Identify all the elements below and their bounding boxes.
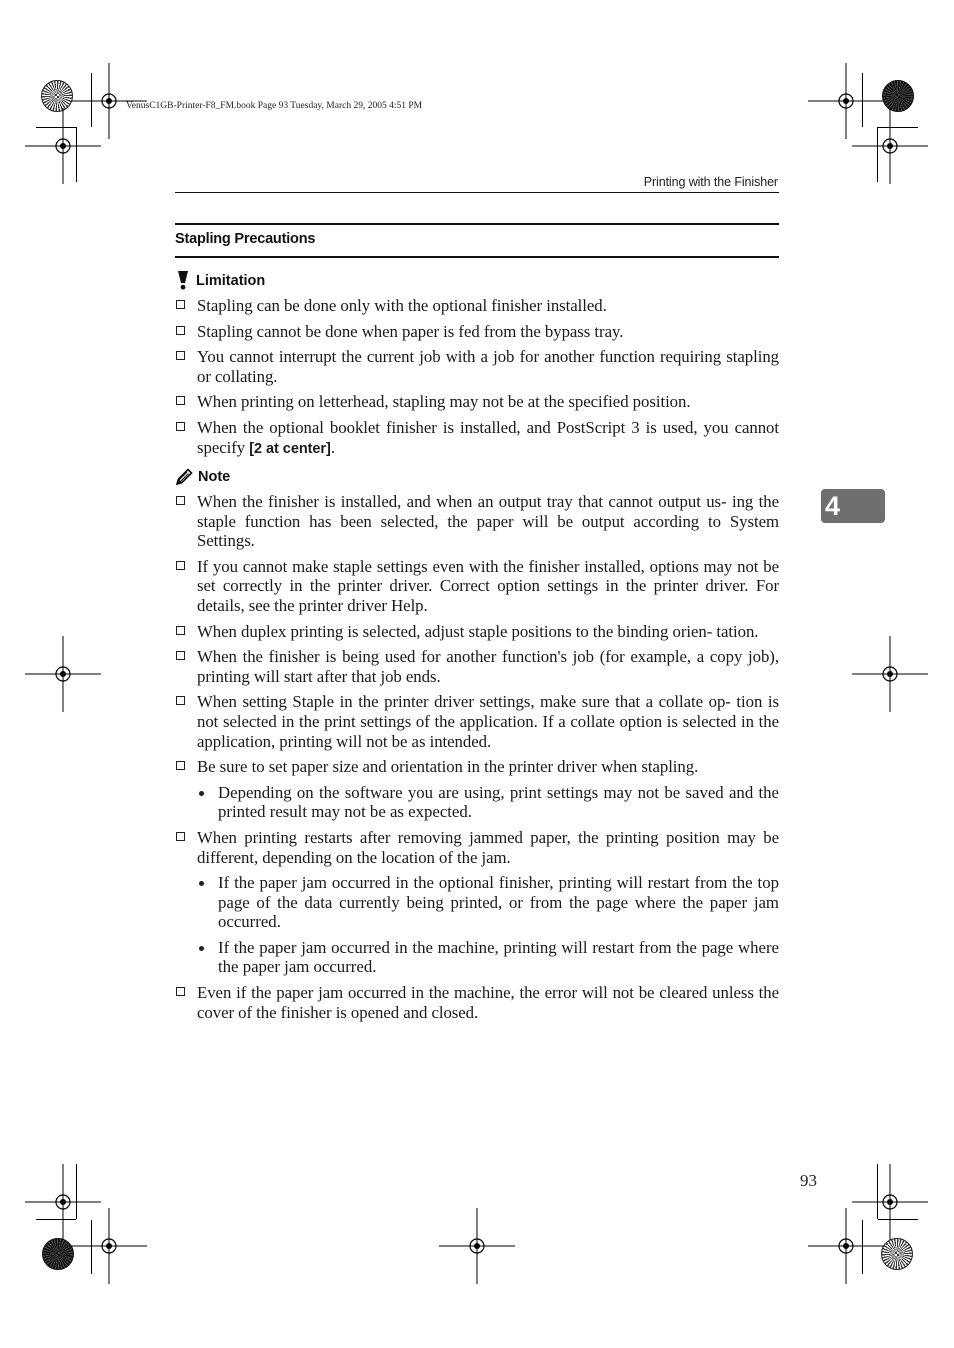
list-item-text: Stapling cannot be done when paper is fed from the bypass tray. (197, 321, 624, 341)
list-item-text: When printing restarts after removing jammed paper, the printing position may be different, depending on the location of the jam. (197, 827, 779, 867)
checkbox-square-icon (176, 396, 185, 405)
list-item (175, 757, 779, 777)
color-rosette-icon (881, 1238, 913, 1270)
registration-target-icon (25, 636, 101, 712)
list-item (175, 692, 779, 751)
list-item-text: Be sure to set paper size and orientation in the printer driver when stapling. (197, 757, 699, 777)
checkbox-square-icon (176, 626, 185, 635)
file-info-slug: VenusC1GB-Printer-F8_FM.book Page 93 Tuesday, March 29, 2005 4:51 PM (126, 101, 423, 111)
sub-bullet-item (175, 873, 779, 932)
checkbox-square-icon (176, 832, 185, 841)
registration-target-icon (808, 1208, 884, 1284)
checkbox-square-icon (176, 351, 185, 360)
note-heading-label: Note (198, 469, 231, 485)
list-item (175, 392, 779, 412)
checkbox-square-icon (176, 761, 185, 770)
registration-target-icon (852, 108, 928, 184)
list-item-text: You cannot interrupt the current job with a job for another function requiring stapling or collating. (197, 347, 779, 386)
sub-bullet-item (175, 938, 779, 977)
note-heading (175, 468, 230, 486)
bullet-dot-icon (199, 946, 204, 951)
list-item (175, 347, 779, 386)
section-top-rule (175, 223, 779, 225)
list-item-text: Stapling can be done only with the optional finisher installed. (197, 296, 607, 315)
list-item (175, 418, 779, 459)
list-item-text: . (330, 437, 335, 457)
list-item (175, 557, 779, 616)
list-item-text: When duplex printing is selected, adjust staple positions to the binding orien- tation. (197, 621, 759, 641)
registration-target-icon (852, 636, 928, 712)
list-item-text: When the finisher is being used for another function's job (for example, a copy job), printing will start after that job ends. (197, 647, 779, 686)
list-item (175, 296, 779, 316)
bullet-dot-icon (199, 881, 204, 886)
sub-bullet-text: If the paper jam occurred in the optional finisher, printing will restart from the top page of the data currently being printed, or from the page where the paper jam occurred. (218, 873, 779, 932)
list-item (175, 492, 779, 551)
registration-target-icon (71, 1208, 147, 1284)
list-item (175, 622, 779, 642)
checkbox-square-icon (176, 561, 185, 570)
checkbox-square-icon (176, 496, 185, 505)
registration-target-icon (439, 1208, 515, 1284)
checkbox-square-icon (176, 300, 185, 309)
page-number: 93 (800, 1171, 817, 1190)
list-item-text: Even if the paper jam occurred in the machine, the error will not be cleared unless the cover of the finisher is opened and closed. (197, 983, 779, 1022)
bullet-dot-icon (199, 791, 204, 796)
list-item (175, 647, 779, 686)
limitation-heading (175, 271, 265, 290)
checkbox-square-icon (176, 651, 185, 660)
checkbox-square-icon (176, 326, 185, 335)
header-rule (175, 192, 779, 193)
list-item (175, 828, 779, 867)
list-item-text: When the finisher is installed, and when an output tray that cannot output us- ing the staple function has been selected, the paper will be output according to System Settings. (197, 492, 779, 551)
checkbox-square-icon (176, 422, 185, 431)
list-item-text: If you cannot make staple settings even with the finisher installed, options may not be set correctly in the printer driver. Correct option settings in the printer driver. For details, see the printer driver Help. (197, 556, 779, 615)
chapter-tab: 4 (821, 489, 885, 523)
color-rosette-icon (42, 1238, 74, 1270)
list-item-text: When setting Staple in the printer driver settings, make sure that a collate op- tion is not selected in the print settings of the application. If a collate option is selected in the application, printing will not be as intended. (197, 692, 779, 751)
sub-bullet-text: If the paper jam occurred in the machine, printing will restart from the page where the paper jam occurred. (218, 937, 779, 977)
list-item-text: When printing on letterhead, stapling may not be at the specified position. (197, 392, 691, 412)
key-label: [2 at center] (249, 440, 331, 457)
note-list (175, 492, 779, 1022)
list-item (175, 983, 779, 1022)
limitation-list (175, 296, 779, 459)
list-item (175, 322, 779, 342)
pencil-icon (175, 468, 193, 486)
list-item-text: When the optional booklet finisher is installed, and PostScript 3 is used, you cannot specify (197, 417, 779, 457)
sub-bullet-text: Depending on the software you are using, print settings may not be saved and the printed result may not be as expected. (218, 782, 779, 822)
exclamation-icon (175, 271, 191, 290)
running-head: Printing with the Finisher (643, 175, 778, 189)
checkbox-square-icon (176, 696, 185, 705)
registration-target-icon (25, 108, 101, 184)
limitation-heading-label: Limitation (196, 272, 266, 289)
sub-bullet-item (175, 783, 779, 822)
section-title: Stapling Precautions (175, 231, 316, 247)
checkbox-square-icon (176, 987, 185, 996)
section-bottom-rule (175, 256, 779, 258)
